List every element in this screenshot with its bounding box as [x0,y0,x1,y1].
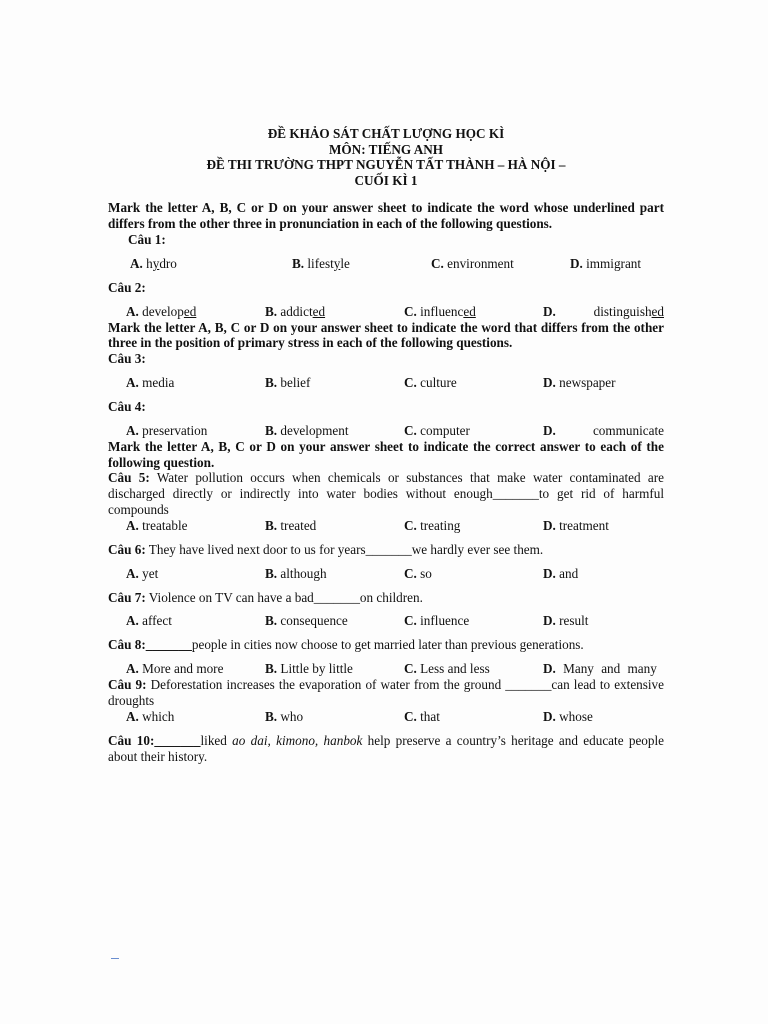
q4-label: Câu 4: [108,398,146,414]
option-text: influence [420,613,470,629]
option-letter: A. [126,661,139,677]
q2-option-c[interactable] [404,304,476,320]
q4-option-b[interactable] [265,423,349,439]
option-text: develop [142,303,184,319]
option-text: immigrant [586,255,642,271]
q5-options [108,518,664,534]
option-text: media [142,374,175,390]
q8-stem [108,637,664,653]
q6-option-b[interactable] [265,566,327,582]
option-letter: B. [265,303,278,319]
option-text: addict [280,303,313,319]
option-letter: D. [543,565,556,581]
q6-option-c[interactable] [404,566,432,582]
option-letter: A. [126,708,139,724]
option-letter: A. [126,517,139,533]
exam-page [108,126,664,764]
q8-label: Câu 8:_______ [108,637,192,653]
q2-label: Câu 2: [108,279,146,295]
q3-option-d[interactable] [543,375,616,391]
q7-options [108,613,664,629]
q6-text: They have lived next door to us for years_______we hardly ever see them. [148,541,544,557]
q5-text: Water pollution occurs when chemicals or substances that make water contaminated are discharged directly or indirectly into water bodies without enough_______to get rid of harmful compounds [108,470,665,517]
option-text: that [420,708,440,724]
option-text: which [142,708,175,724]
option-letter: A. [130,255,143,271]
q10-stem [108,733,664,765]
option-text: distinguish [593,303,652,319]
option-text: so [420,565,432,581]
option-text: treatment [559,517,609,533]
q7-text: Violence on TV can have a bad_______on children. [148,589,423,605]
q4-option-d-letter[interactable] [543,423,556,439]
option-letter: C. [404,613,417,629]
q7-option-a[interactable] [126,613,172,629]
q5-option-a[interactable] [126,518,188,534]
q7-label: Câu 7: [108,589,146,605]
section3-instruction: Mark the letter A, B, C or D on your answer sheet to indicate the correct answer to each of the following question. [108,438,664,470]
q4-option-c[interactable] [404,423,470,439]
option-letter: A. [126,303,139,319]
option-text: yet [142,565,159,581]
q5-label: Câu 5: [108,470,150,486]
option-text: preservation [142,422,208,438]
q10-text-post: help preserve a country’s heritage and educate people about their history. [108,732,664,764]
q6-label: Câu 6: [108,541,146,557]
option-letter: C. [404,708,417,724]
option-letter: B. [292,255,305,271]
option-text: affect [142,613,172,629]
q8-option-b[interactable] [265,661,353,677]
q5-option-b[interactable] [265,518,316,534]
q8-option-a[interactable] [126,661,223,677]
option-letter: D. [570,255,583,271]
q6-options [108,566,664,582]
option-text: More and more [142,661,224,677]
option-letter: A. [126,565,139,581]
q6-option-a[interactable] [126,566,158,582]
option-letter: C. [404,422,417,438]
option-text: computer [420,422,470,438]
option-text: h [146,255,153,271]
option-text: newspaper [559,374,616,390]
q1-options [108,256,664,272]
option-text: and [559,565,579,581]
q9-text: Deforestation increases the evaporation of water from the ground _______can lead to extensive droughts [108,677,665,708]
q3-option-b[interactable] [265,375,310,391]
option-letter: B. [265,517,278,533]
option-letter: D. [543,708,556,724]
q2-option-b[interactable] [265,304,325,320]
exam-title [108,126,664,188]
option-text: Many and many [563,661,657,677]
title-line-3: ĐỀ THI TRƯỜNG THPT NGUYỄN TẤT THÀNH – HÀ NỘI – [206,157,566,173]
section1-instruction: Mark the letter A, B, C or D on your answer sheet to indicate the word whose underlined part differs from the other three in pronunciation in each of the following questions. [108,200,664,232]
option-letter: C. [404,661,417,677]
q5-stem [108,470,664,517]
option-text: result [559,613,589,629]
q8-option-d[interactable] [543,661,657,677]
option-text: treated [280,517,317,533]
option-text: influenc [420,303,464,319]
title-line-2: MÔN: TIẾNG ANH [328,141,444,157]
option-letter: D. [543,422,556,438]
option-letter: D. [543,303,556,319]
underlined-part: ed [312,303,326,319]
option-letter: C. [404,565,417,581]
option-text: although [280,565,327,581]
option-text: culture [420,374,457,390]
option-text: whose [559,708,593,724]
q9-option-b[interactable] [265,709,303,725]
q3-options [108,375,664,391]
option-letter: D. [543,661,556,677]
section2-instruction: Mark the letter A, B, C or D on your answer sheet to indicate the word that differs from the other three in the position of primary stress in each of the following questions. [108,319,664,351]
option-letter: B. [265,565,278,581]
q1-option-b[interactable] [292,256,350,272]
q8-options [108,661,664,677]
option-text: dro [159,255,177,271]
option-letter: C. [404,303,417,319]
option-letter: D. [543,613,556,629]
option-text: communicate [592,422,664,438]
q3-option-a[interactable] [126,375,174,391]
q2-option-a[interactable] [126,304,196,320]
option-text: development [280,422,349,438]
q8-text: people in cities now choose to get married later than previous generations. [191,637,584,653]
option-letter: D. [543,517,556,533]
option-text: treatable [142,517,188,533]
q7-stem [108,590,664,606]
q2-options [108,304,664,320]
option-text: Little by little [280,661,353,677]
underlined-part: ed [651,303,664,319]
q9-option-d[interactable] [543,709,593,725]
option-letter: A. [126,422,139,438]
title-line-4: CUỐI KÌ 1 [354,172,418,188]
q10-label: Câu 10:_______ [108,732,201,748]
q1-option-d[interactable] [570,256,641,272]
q8-option-c[interactable] [404,661,490,677]
underlined-part: y [333,255,341,271]
q1-label: Câu 1: [128,231,166,247]
q5-option-c[interactable] [404,518,460,534]
q2-option-d-letter[interactable] [543,304,556,320]
q10-text-italic: ao dai, kimono, hanbok [232,732,363,748]
q5-option-d[interactable] [543,518,609,534]
option-text: consequence [280,613,348,629]
option-letter: C. [404,517,417,533]
q9-option-a[interactable] [126,709,174,725]
option-letter: B. [265,708,278,724]
q7-option-d[interactable] [543,613,588,629]
q9-stem [108,677,664,709]
option-letter: C. [431,255,444,271]
q4-option-d-text[interactable] [593,423,664,439]
q9-options [108,709,664,725]
q1-option-a[interactable] [130,256,177,272]
q4-options [108,423,664,439]
q7-option-c[interactable] [404,613,469,629]
q2-option-d-text[interactable] [594,304,664,320]
underlined-part: y [152,255,160,271]
option-text: environment [447,255,514,271]
q3-option-c[interactable] [404,375,457,391]
q9-label: Câu 9: [108,677,147,693]
title-line-1: ĐỀ KHẢO SÁT CHẤT LƯỢNG HỌC KÌ [267,126,505,141]
option-letter: B. [265,422,278,438]
option-letter: B. [265,613,278,629]
q6-stem [108,542,664,558]
option-letter: D. [543,374,556,390]
underlined-part: ed [463,303,476,319]
page-mark [111,958,119,959]
option-letter: B. [265,374,278,390]
option-text: le [340,255,350,271]
option-text: Less and less [420,661,490,677]
option-letter: C. [404,374,417,390]
q4-option-a[interactable] [126,423,207,439]
q6-option-d[interactable] [543,566,578,582]
option-text: who [280,708,304,724]
option-letter: A. [126,613,139,629]
q10-text-pre: liked [200,732,233,748]
option-letter: B. [265,661,278,677]
q7-option-b[interactable] [265,613,348,629]
underlined-part: ed [183,303,197,319]
q3-label: Câu 3: [108,351,146,367]
option-text: belief [280,374,311,390]
q9-option-c[interactable] [404,709,440,725]
option-letter: A. [126,374,139,390]
q1-option-c[interactable] [431,256,514,272]
option-text: lifest [307,255,334,271]
option-text: treating [420,517,461,533]
